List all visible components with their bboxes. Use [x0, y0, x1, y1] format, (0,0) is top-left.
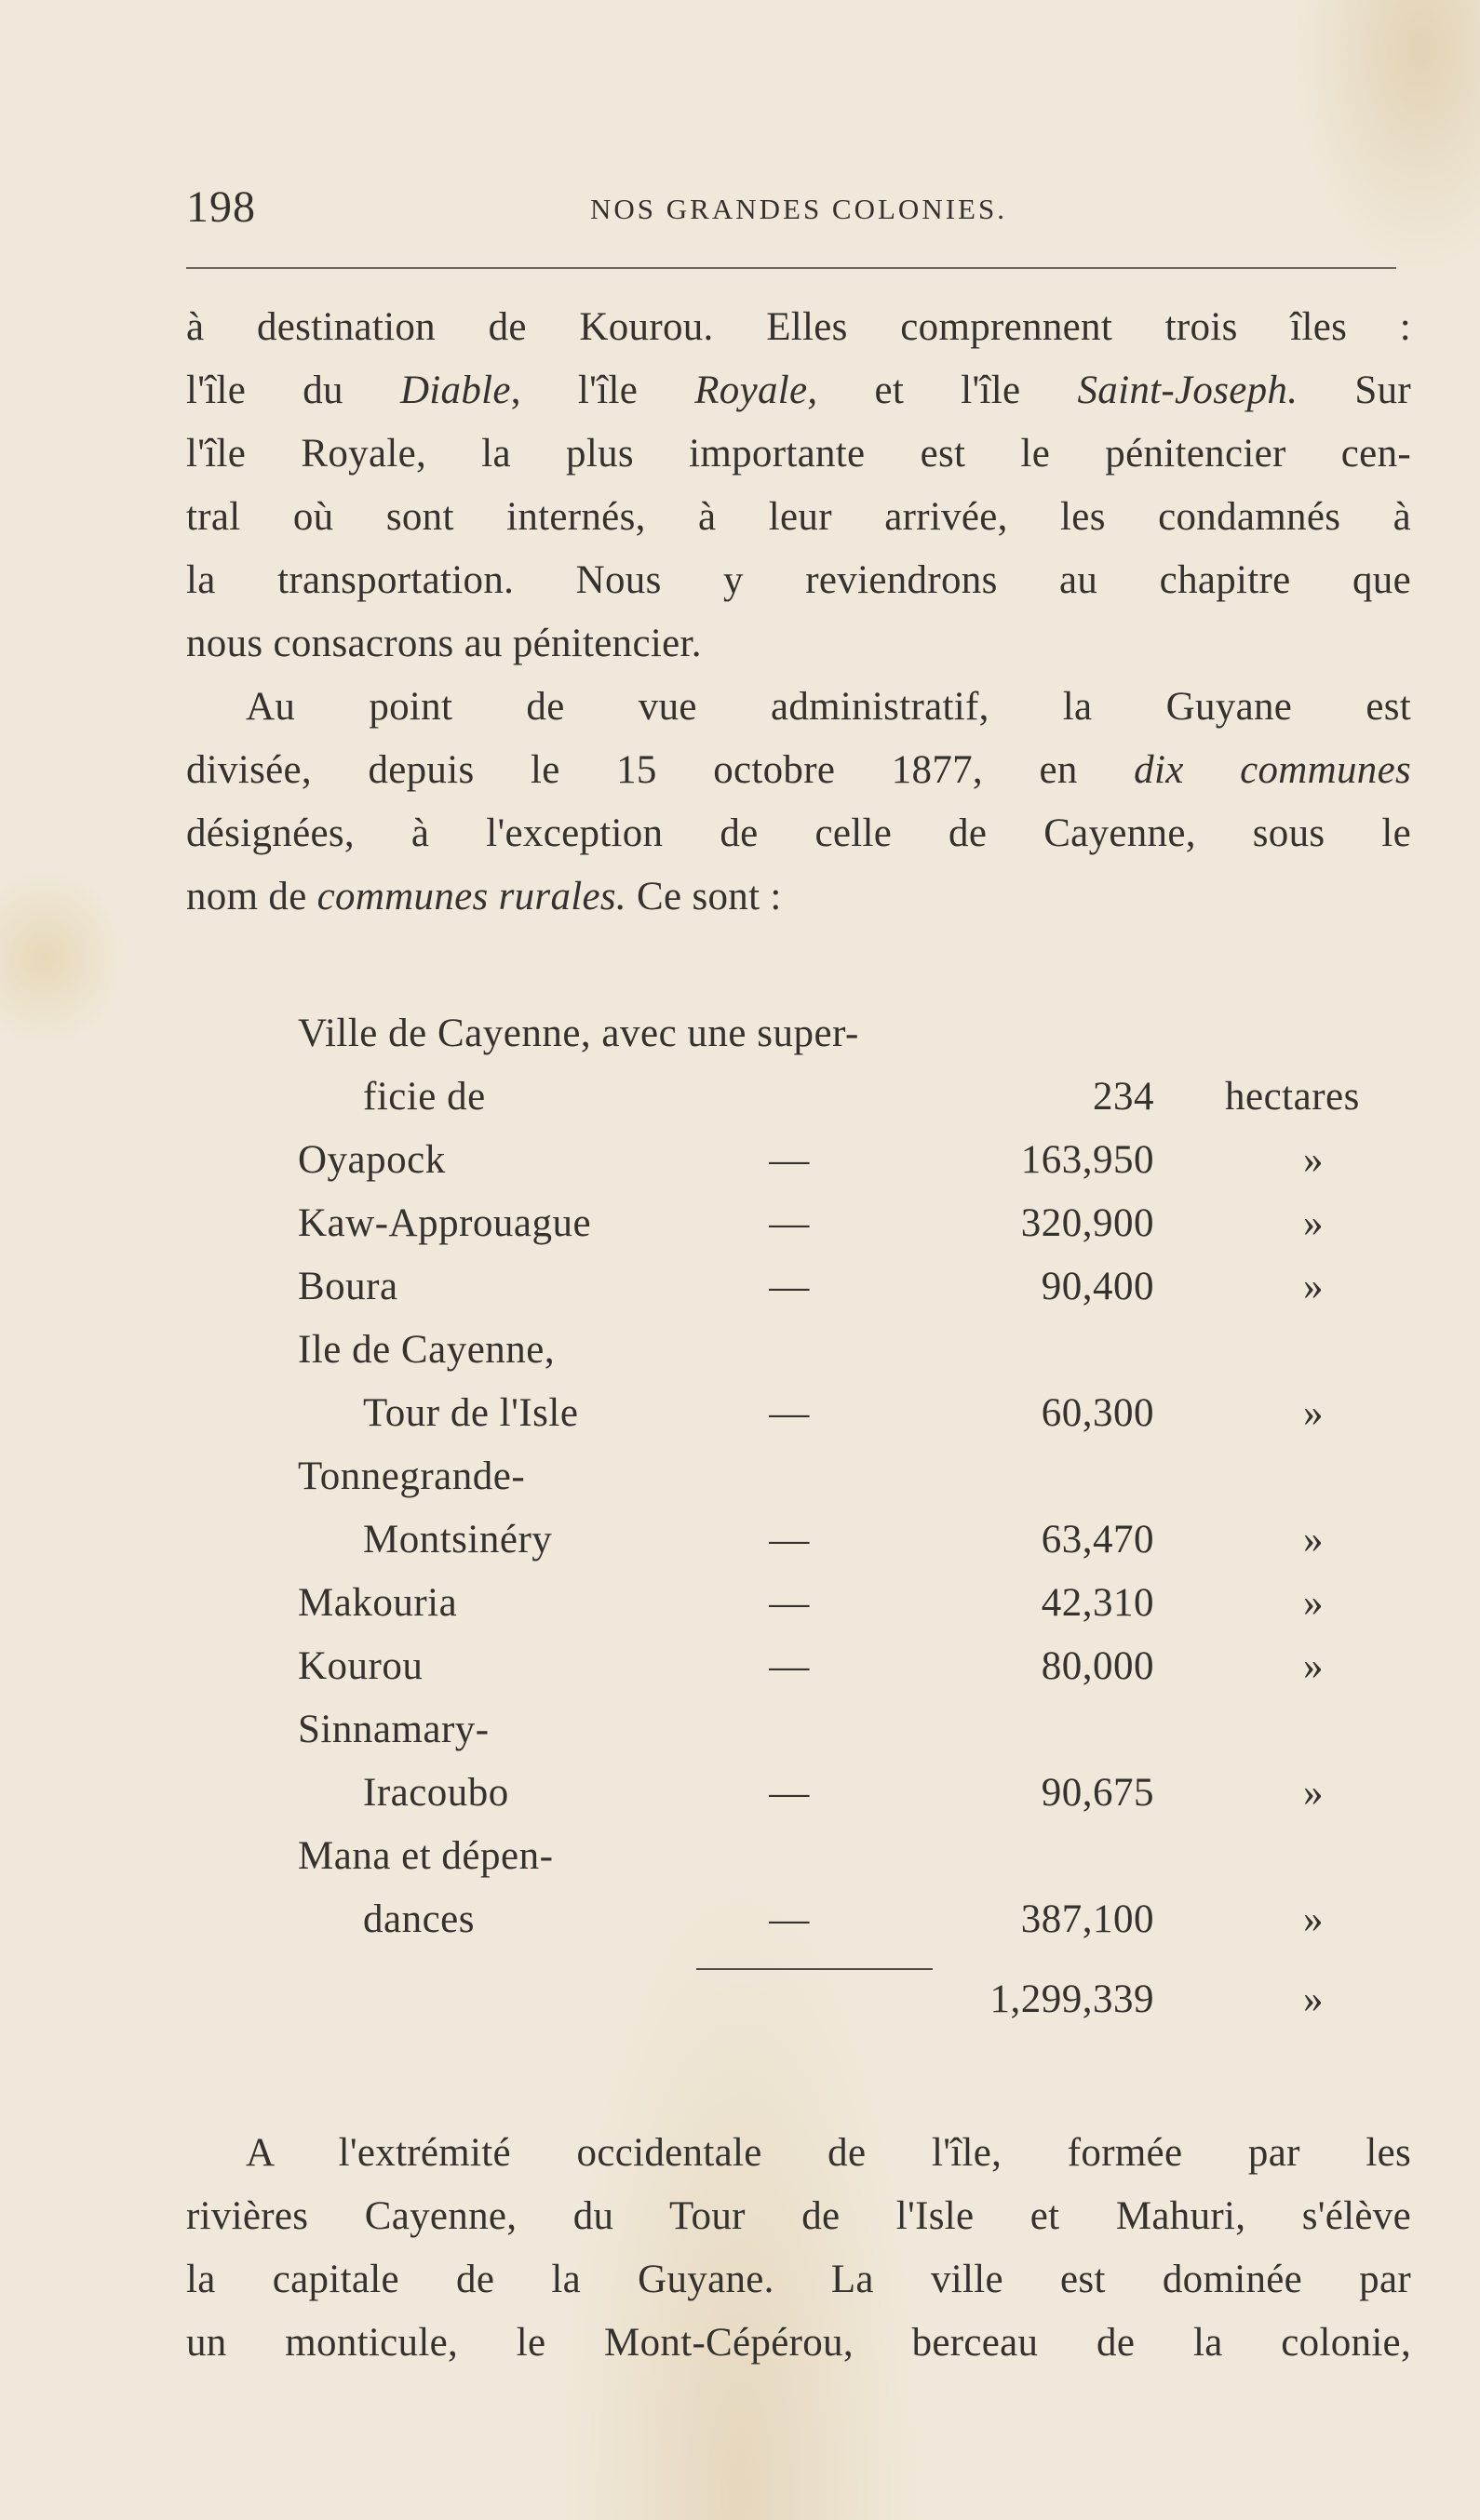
text-run: Ce sont : — [626, 875, 782, 918]
text-line — [186, 422, 1411, 486]
page-header — [186, 181, 1411, 247]
text-run: Au point de vue administratif, la Guyane est — [246, 685, 1411, 729]
ditto-mark: » — [1303, 1977, 1324, 2021]
commune-name: Ile de Cayenne, — [298, 1328, 556, 1372]
area-value: 42,310 — [1041, 1581, 1154, 1625]
ditto-mark: » — [1303, 1771, 1324, 1815]
table-row — [298, 1074, 1415, 1137]
italic-text: Diable — [399, 369, 511, 412]
table-row — [298, 1897, 1415, 1960]
dash-mark: — — [769, 1518, 810, 1562]
dash-mark: — — [769, 1581, 810, 1625]
text-line — [186, 296, 1411, 359]
text-line — [186, 486, 1411, 549]
ditto-mark: » — [1303, 1201, 1324, 1245]
text-line — [186, 676, 1411, 739]
text-run: et l'île — [817, 369, 1078, 412]
running-title: NOS GRANDES COLONIES. — [590, 193, 1007, 225]
commune-name: Oyapock — [298, 1138, 446, 1182]
text-run: , l'île — [510, 369, 695, 412]
ditto-mark: » — [1303, 1518, 1324, 1562]
commune-name: Makouria — [298, 1581, 458, 1625]
text-run: divisée, depuis le 15 octobre 1877, en — [186, 748, 1135, 792]
table-row — [298, 1517, 1415, 1580]
text-run: un monticule, le Mont-Cépérou, berceau de la colonie, — [186, 2321, 1411, 2365]
italic-text: Royale, — [694, 369, 818, 412]
table-row — [298, 1580, 1415, 1643]
commune-name: Kaw-Approuague — [298, 1201, 592, 1245]
table-row — [298, 1390, 1415, 1454]
ditto-mark: » — [1303, 1391, 1324, 1435]
text-line — [186, 2248, 1411, 2312]
text-run: nous consacrons au pénitencier. — [186, 622, 702, 665]
area-value: 320,900 — [1020, 1201, 1154, 1245]
table-row — [298, 1833, 1415, 1897]
dash-mark: — — [769, 1391, 810, 1435]
table-header-row — [298, 1011, 1415, 1074]
area-unit: hectares — [1225, 1075, 1360, 1119]
commune-name: Mana et dépen- — [298, 1834, 554, 1878]
dash-mark: — — [769, 1897, 810, 1941]
text-line — [186, 2122, 1411, 2185]
text-line — [186, 739, 1411, 802]
dash-mark: — — [769, 1265, 810, 1308]
text-run: nom de — [186, 875, 317, 918]
text-line — [186, 2185, 1411, 2248]
area-value: 80,000 — [1041, 1644, 1154, 1688]
commune-name: ficie de — [363, 1075, 486, 1119]
text-run: la transportation. Nous y reviendrons au chapitre que — [186, 558, 1411, 602]
text-run: la capitale de la Guyane. La ville est dominée par — [186, 2258, 1411, 2301]
commune-name: Tour de l'Isle — [363, 1391, 579, 1435]
paragraph-1 — [186, 296, 1411, 676]
text-run: à destination de Kourou. Elles comprennent trois îles : — [186, 305, 1411, 349]
dash-mark: — — [769, 1644, 810, 1688]
italic-text: communes rurales. — [316, 875, 626, 918]
area-value: 90,675 — [1041, 1771, 1154, 1815]
text-run: désignées, à l'exception de celle de Cayenne, sous le — [186, 811, 1411, 855]
sum-rule — [696, 1968, 933, 1970]
total-row — [298, 1977, 1415, 2040]
ditto-mark: » — [1303, 1265, 1324, 1308]
commune-name: dances — [363, 1897, 475, 1941]
text-run: l'île du — [186, 369, 400, 412]
ditto-mark: » — [1303, 1897, 1324, 1941]
text-run: rivières Cayenne, du Tour de l'Isle et Mahuri, s'élève — [186, 2194, 1411, 2238]
table-row — [298, 1327, 1415, 1390]
italic-text: Saint-Joseph. — [1077, 369, 1298, 412]
dash-mark: — — [769, 1771, 810, 1815]
table-row — [298, 1770, 1415, 1833]
text-run: l'île Royale, la plus importante est le pénitencier cen- — [186, 432, 1411, 476]
table-row — [298, 1707, 1415, 1770]
commune-name: Sinnamary- — [298, 1708, 490, 1751]
dash-mark: — — [769, 1201, 810, 1245]
text-line — [186, 549, 1411, 612]
total-value: 1,299,339 — [989, 1977, 1154, 2021]
table-row — [298, 1264, 1415, 1327]
paragraph-3 — [186, 2122, 1411, 2375]
area-value: 387,100 — [1020, 1897, 1154, 1941]
commune-name: Ville de Cayenne, avec une super- — [298, 1012, 859, 1055]
text-line — [186, 359, 1411, 422]
text-run: Sur — [1298, 369, 1412, 412]
italic-text: dix communes — [1134, 748, 1411, 792]
text-line — [186, 2312, 1411, 2375]
ditto-mark: » — [1303, 1644, 1324, 1688]
text-run: tral où sont internés, à leur arrivée, les condamnés à — [186, 495, 1411, 539]
table-row — [298, 1454, 1415, 1517]
area-value: 60,300 — [1041, 1391, 1154, 1435]
commune-name: Iracoubo — [363, 1771, 509, 1815]
page-number: 198 — [186, 182, 256, 232]
text-line — [186, 865, 1411, 929]
text-line — [186, 612, 1411, 676]
area-value: 163,950 — [1020, 1138, 1154, 1182]
header-rule — [186, 267, 1396, 269]
area-value: 234 — [1093, 1075, 1154, 1119]
commune-name: Montsinéry — [363, 1518, 553, 1562]
area-value: 90,400 — [1041, 1265, 1154, 1308]
commune-name: Kourou — [298, 1644, 424, 1688]
table-row — [298, 1643, 1415, 1707]
text-run: A l'extrémité occidentale de l'île, formée par les — [246, 2131, 1411, 2175]
commune-name: Boura — [298, 1265, 398, 1308]
ditto-mark: » — [1303, 1581, 1324, 1625]
paragraph-2 — [186, 676, 1411, 929]
table-row — [298, 1200, 1415, 1264]
table-row — [298, 1137, 1415, 1200]
text-line — [186, 802, 1411, 865]
commune-name: Tonnegrande- — [298, 1454, 526, 1498]
ditto-mark: » — [1303, 1138, 1324, 1182]
area-value: 63,470 — [1041, 1518, 1154, 1562]
dash-mark: — — [769, 1138, 810, 1182]
